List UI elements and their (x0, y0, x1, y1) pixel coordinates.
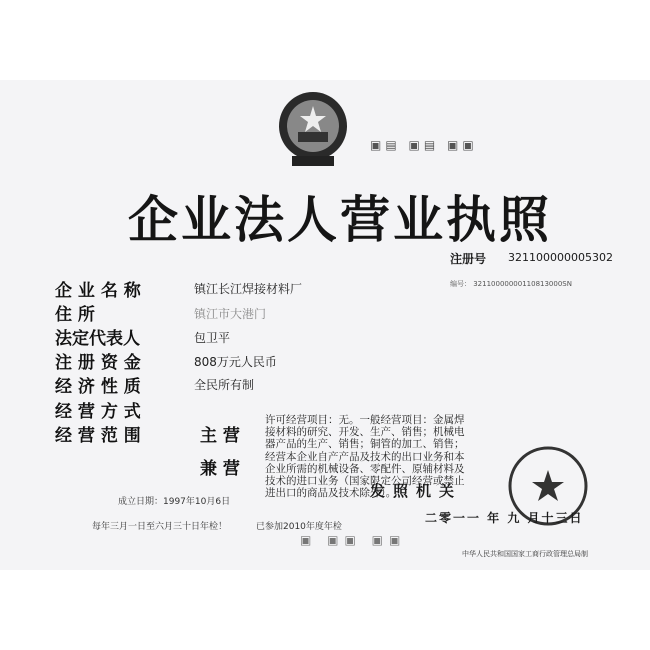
field-value-legal-rep: 包卫平 (194, 331, 231, 345)
issue-date: 二零一一 年 九 月十三日 (425, 511, 584, 525)
field-value-company-name: 镇江长江焊接材料厂 (194, 282, 303, 296)
field-label-economic-type: 经 济 性 质 (55, 377, 141, 397)
field-value-address: 镇江市大港门 (194, 307, 267, 321)
field-label-address: 住 所 (55, 305, 95, 325)
issuing-authority: 发照机关 (370, 482, 463, 500)
business-scope-text: 许可经营项目：无。一般经营项目：金属焊接材料的研究、开发、生产、销售；机械电器产品的生产、销售；铜管的加工、销售；经营本企业自产产品及技术的出口业务和本企业所需的机械设备、零配件、原辅材料及技术的进口业务（国家限定公司经营或禁止进出口的商品及技术除外）。 (265, 414, 465, 500)
header-stamp-marks: ▣▤ ▣▤ ▣▣ (370, 138, 478, 152)
field-label-business-mode: 经 营 方 式 (55, 402, 141, 422)
field-value-capital: 808万元人民币 (194, 355, 277, 369)
field-label-company-name: 企 业 名 称 (55, 281, 141, 301)
document-title: 企业法人营业执照 (128, 190, 552, 249)
inspection-status: 已参加2010年度年检 (256, 522, 342, 532)
field-label-capital: 注 册 资 金 (55, 353, 141, 373)
national-emblem-icon (272, 86, 354, 172)
field-label-legal-rep: 法定代表人 (55, 329, 140, 349)
document-code: 编号： 32110000000110813000SN (450, 280, 572, 288)
registration-number: 321100000005302 (508, 251, 613, 264)
field-value-economic-type: 全民所有制 (194, 378, 255, 392)
inspection-note: 每年三月一日至六月三十日年检！ (92, 522, 228, 532)
established-date: 成立日期：1997年10月6日 (118, 497, 231, 507)
bottom-stamp-marks: ▣ ▣▣ ▣▣ (300, 533, 407, 547)
field-label-business-scope: 经 营 范 围 (55, 426, 141, 446)
scope-main-label: 主 营 (200, 426, 240, 446)
footer-issuer-text: 中华人民共和国国家工商行政管理总局制 (462, 550, 588, 558)
scope-side-label: 兼 营 (200, 459, 240, 479)
registration-label: 注册号 (450, 252, 487, 266)
